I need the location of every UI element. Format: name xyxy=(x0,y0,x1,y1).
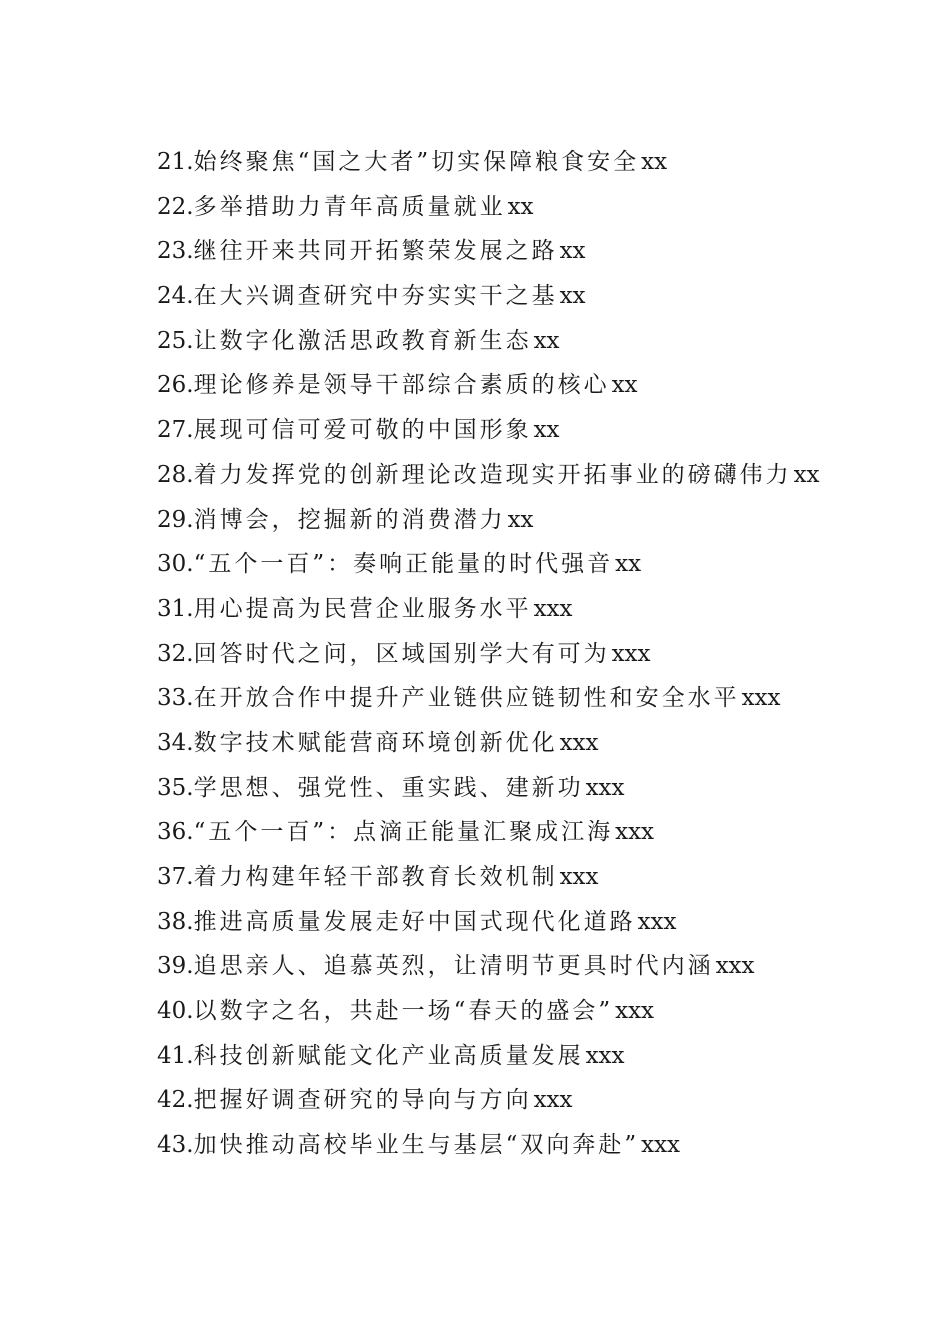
item-number: 25. xyxy=(157,327,194,354)
item-author: xxx xyxy=(533,595,573,622)
item-title: 让数字化激活思政教育新生态 xyxy=(193,327,532,354)
list-item xyxy=(157,769,877,814)
item-title: 科技创新赋能文化产业高质量发展 xyxy=(193,1042,584,1069)
item-title: 数字技术赋能营商环境创新优化 xyxy=(193,729,558,756)
list-item xyxy=(157,947,877,992)
list-item xyxy=(157,724,877,769)
list-item xyxy=(157,679,877,724)
list-item xyxy=(157,813,877,858)
list-item xyxy=(157,1037,877,1082)
list-item xyxy=(157,992,877,1037)
item-title: 推进高质量发展走好中国式现代化道路 xyxy=(193,908,636,935)
item-title: 追思亲人、追慕英烈，让清明节更具时代内涵 xyxy=(193,953,714,980)
item-title: 消博会，挖掘新的消费潜力 xyxy=(193,506,506,533)
item-title: 始终聚焦“国之大者”切实保障粮食安全 xyxy=(193,149,640,175)
item-number: 31. xyxy=(157,595,194,622)
list-item xyxy=(157,143,877,188)
item-number: 38. xyxy=(157,908,194,935)
item-author: xxx xyxy=(611,640,651,667)
item-author: xxx xyxy=(533,1087,573,1114)
item-author: xxx xyxy=(559,864,599,890)
list-item xyxy=(157,322,877,367)
item-author: xx xyxy=(793,461,820,488)
item-title: “五个一百”：点滴正能量汇聚成江海 xyxy=(193,819,614,846)
item-author: xxx xyxy=(641,1132,681,1159)
item-title: 着力发挥党的创新理论改造现实开拓事业的磅礴伟力 xyxy=(193,461,792,488)
item-number: 43. xyxy=(157,1132,194,1159)
item-number: 34. xyxy=(157,729,194,756)
item-author: xxx xyxy=(615,819,655,846)
list-item xyxy=(157,456,877,501)
item-number: 42. xyxy=(157,1087,194,1114)
list-item xyxy=(157,366,877,411)
item-number: 41. xyxy=(157,1042,194,1069)
item-title: 继往开来共同开拓繁荣发展之路 xyxy=(193,238,558,265)
item-author: xxx xyxy=(615,998,655,1025)
item-title: 加快推动高校毕业生与基层“双向奔赴” xyxy=(193,1132,640,1159)
list-item xyxy=(157,545,877,590)
item-number: 35. xyxy=(157,774,194,801)
item-number: 22. xyxy=(157,193,194,220)
item-title: 用心提高为民营企业服务水平 xyxy=(193,595,532,622)
item-author: xx xyxy=(533,327,560,354)
list-item xyxy=(157,188,877,233)
item-title: 学思想、强党性、重实践、建新功 xyxy=(193,774,584,801)
item-number: 27. xyxy=(157,417,194,444)
list-item xyxy=(157,277,877,322)
item-author: xxx xyxy=(585,1042,625,1069)
list-item xyxy=(157,1126,877,1171)
item-title: 着力构建年轻干部教育长效机制 xyxy=(193,864,558,890)
list-item xyxy=(157,858,877,903)
item-title: 以数字之名，共赴一场“春天的盛会” xyxy=(193,998,614,1025)
item-number: 28. xyxy=(157,461,194,488)
item-author: xxx xyxy=(741,685,781,712)
item-author: xx xyxy=(507,506,534,533)
item-number: 33. xyxy=(157,685,194,712)
item-author: xxx xyxy=(585,774,625,801)
item-title: 在大兴调查研究中夯实实干之基 xyxy=(193,283,558,310)
item-title: 理论修养是领导干部综合素质的核心 xyxy=(193,372,610,399)
list-item xyxy=(157,501,877,546)
article-list xyxy=(157,143,877,1171)
item-title: 多举措助力青年高质量就业 xyxy=(193,193,506,220)
item-author: xx xyxy=(559,238,586,265)
list-item xyxy=(157,590,877,635)
item-author: xx xyxy=(641,149,668,175)
item-title: 展现可信可爱可敬的中国形象 xyxy=(193,417,532,444)
list-item xyxy=(157,635,877,680)
item-author: xxx xyxy=(637,908,677,935)
item-title: “五个一百”：奏响正能量的时代强音 xyxy=(193,551,614,578)
item-author: xxx xyxy=(559,729,599,756)
item-author: xx xyxy=(533,417,560,444)
item-number: 36. xyxy=(157,819,194,846)
item-author: xx xyxy=(611,372,638,399)
item-number: 32. xyxy=(157,640,194,667)
item-number: 29. xyxy=(157,506,194,533)
item-author: xx xyxy=(507,193,534,220)
list-item xyxy=(157,411,877,456)
item-number: 26. xyxy=(157,372,194,399)
item-number: 23. xyxy=(157,238,194,265)
item-number: 40. xyxy=(157,998,194,1025)
list-item xyxy=(157,232,877,277)
item-title: 回答时代之问，区域国别学大有可为 xyxy=(193,640,610,667)
item-number: 30. xyxy=(157,551,194,578)
item-author: xxx xyxy=(715,953,755,980)
item-author: xx xyxy=(615,551,642,578)
item-title: 把握好调查研究的导向与方向 xyxy=(193,1087,532,1114)
list-item xyxy=(157,903,877,948)
item-number: 24. xyxy=(157,283,194,310)
item-title: 在开放合作中提升产业链供应链韧性和安全水平 xyxy=(193,685,740,712)
list-item xyxy=(157,1081,877,1126)
item-number: 39. xyxy=(157,953,194,980)
item-author: xx xyxy=(559,283,586,310)
item-number: 37. xyxy=(157,864,194,890)
item-number: 21. xyxy=(157,149,194,175)
